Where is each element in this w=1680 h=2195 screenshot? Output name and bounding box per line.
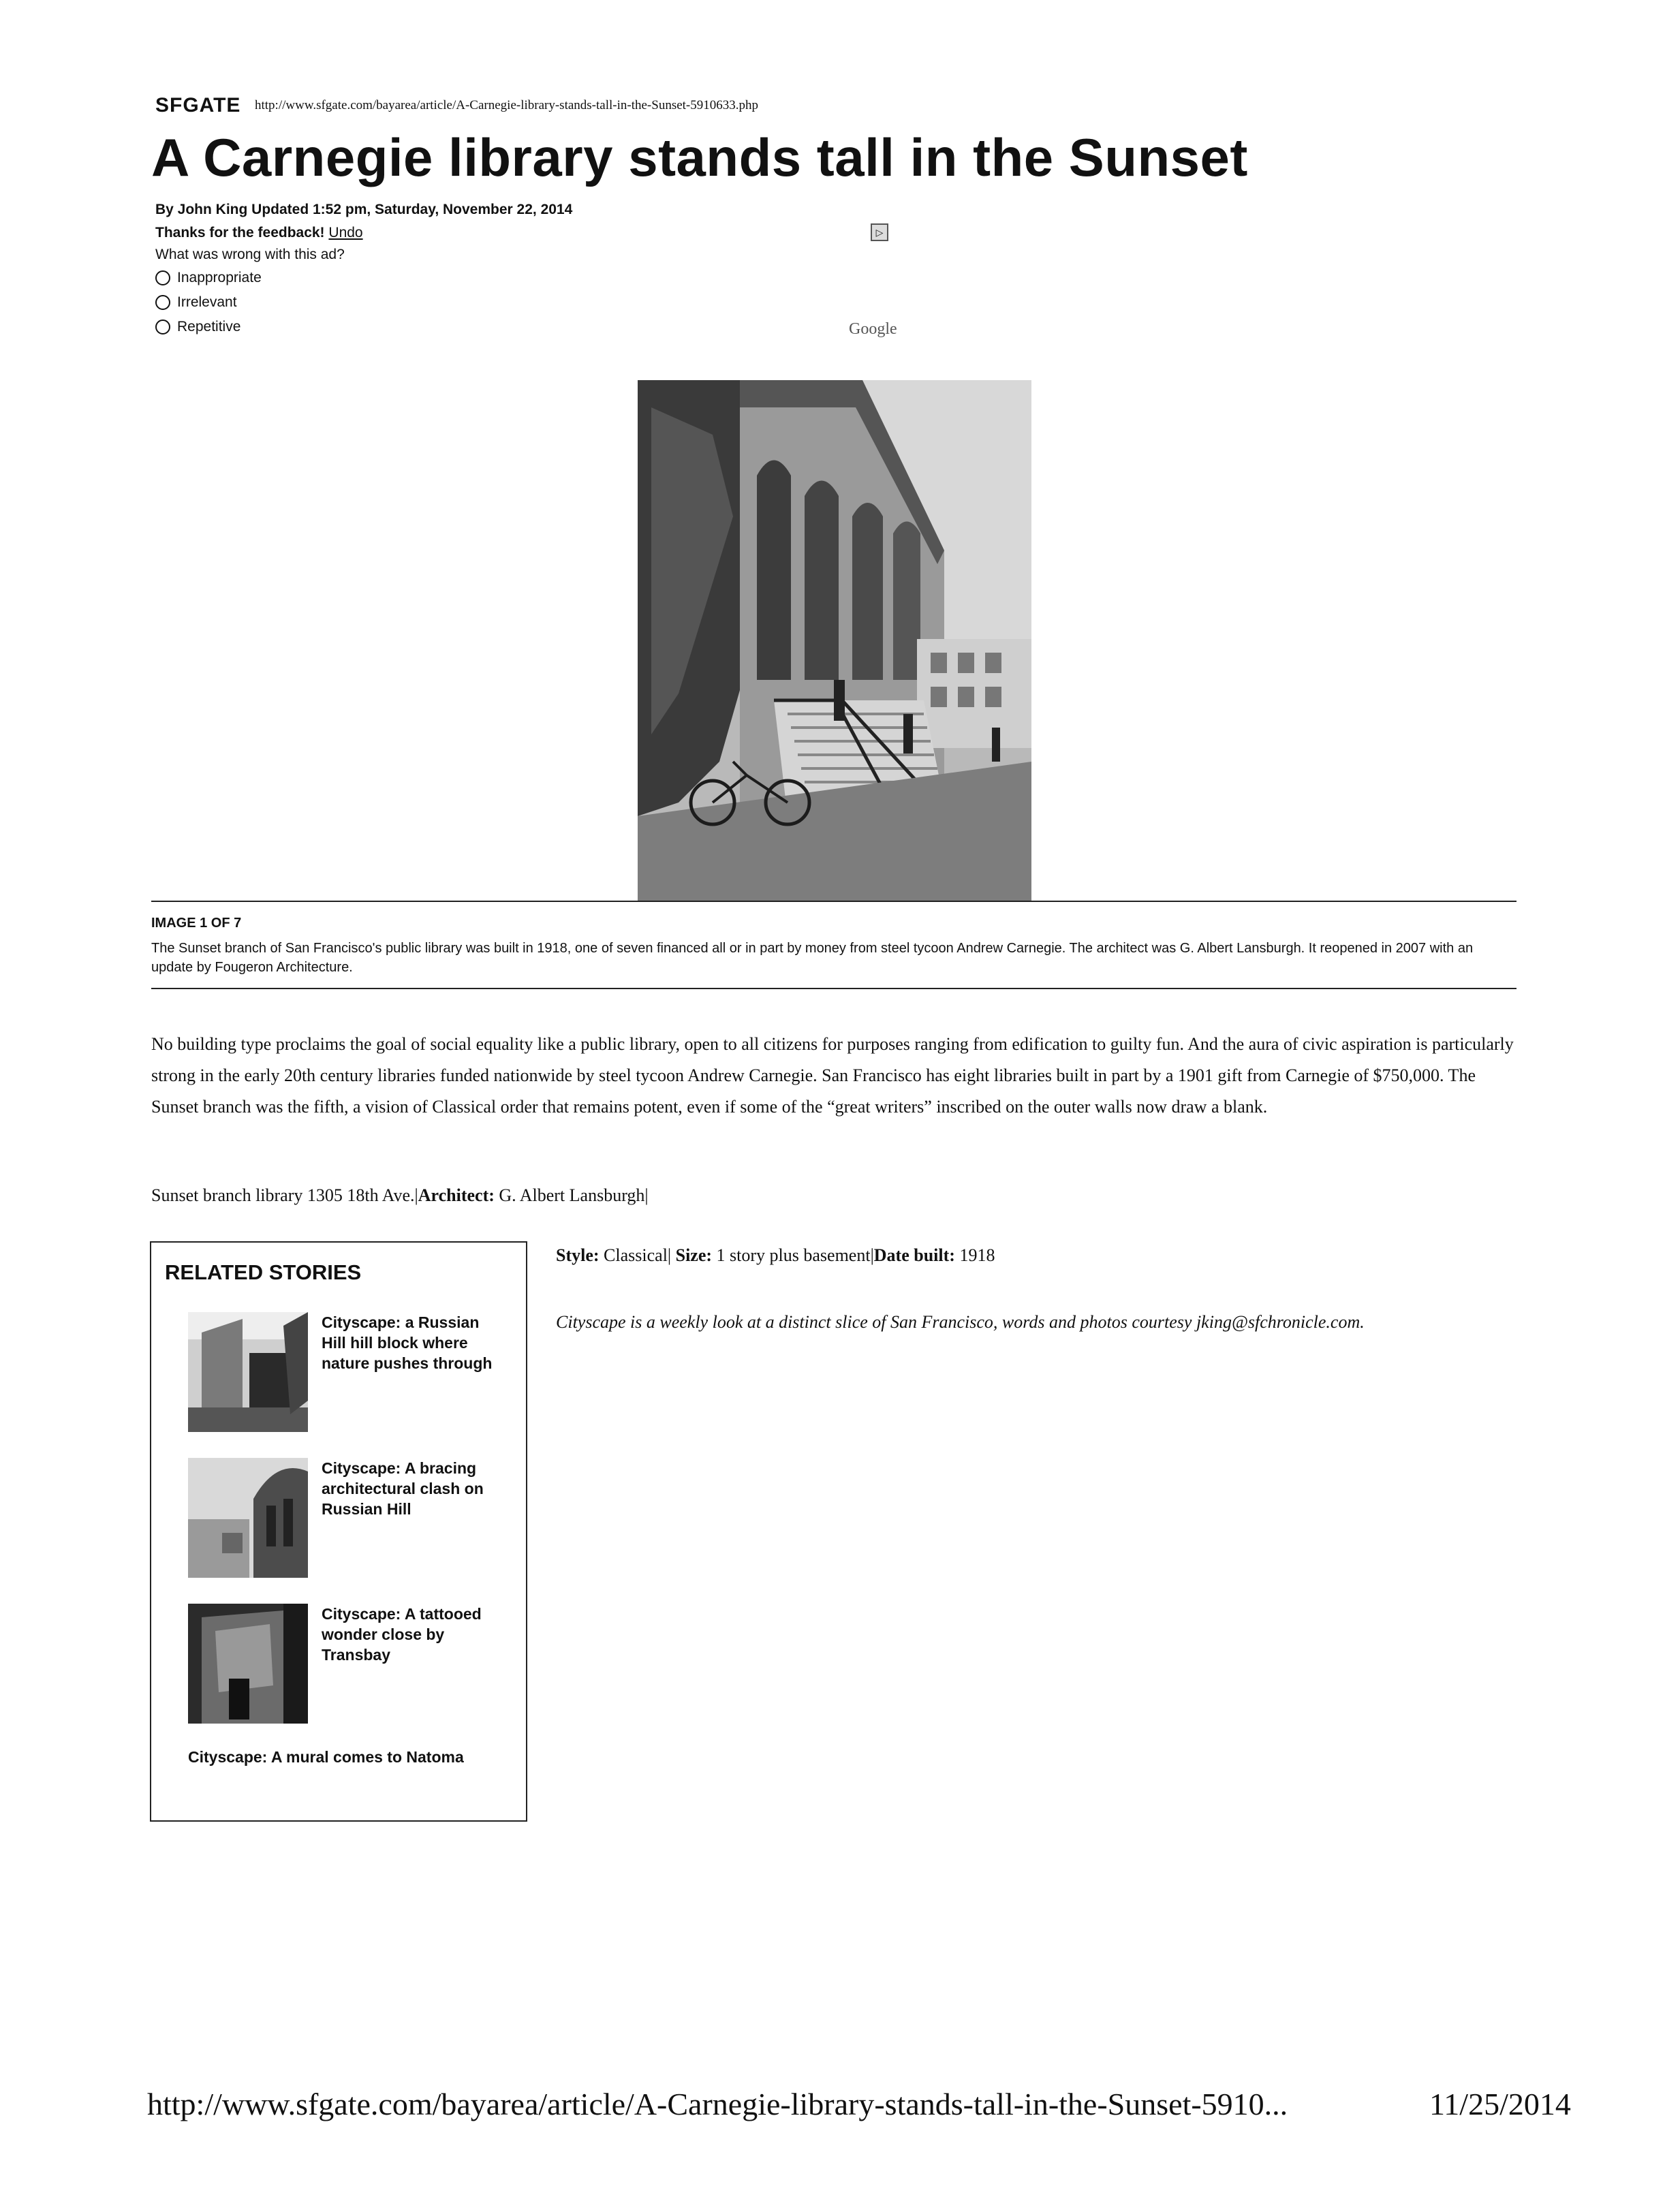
google-label: Google [849,320,897,338]
caption-top-rule [151,901,1516,902]
related-story-4[interactable]: Cityscape: A mural comes to Natoma [188,1748,464,1766]
story-title[interactable]: Cityscape: A tattooed wonder close by Transbay [322,1605,482,1664]
radio-label: Repetitive [177,319,241,334]
byline: By John King Updated 1:52 pm, Saturday, November 22, 2014 [155,202,573,217]
facts-line-details [556,1245,995,1266]
radio-button[interactable] [155,320,170,334]
image-caption: The Sunset branch of San Francisco's public library was built in 1918, one of seven financed all or in part by money from steel tycoon Andrew Carnegie. The architect was G. Albert Lansburgh. It reopened in 2007 with an update by Fougeron Architecture. [151,941,1474,975]
ad-feedback-thanks [155,225,363,241]
thumbnail-graphic [188,1604,308,1724]
radio-option-inappropriate[interactable] [155,270,262,286]
ad-choices-icon[interactable]: ▷ [871,223,888,241]
undo-link[interactable]: Undo [328,225,363,240]
story-thumbnail[interactable] [188,1458,308,1578]
architect-value: G. Albert Lansburgh| [494,1185,649,1205]
ad-feedback-thanks-text: Thanks for the feedback! [155,225,325,240]
library-photo[interactable] [638,380,1031,901]
story-title[interactable]: Cityscape: A bracing architectural clash on Russian Hill [322,1459,484,1518]
library-photo-graphic [638,380,1031,901]
radio-option-repetitive[interactable] [155,319,240,335]
thumbnail-graphic [188,1458,308,1578]
caption-bottom-rule [151,988,1516,989]
page-title: A Carnegie library stands tall in the Sunset [151,127,1248,187]
related-stories-box [150,1241,527,1822]
article-paragraph: No building type proclaims the goal of social equality like a public library, open to all citizens for purposes ranging from edification to guilty fun. And the aura of civic aspiration is particularly strong in the early 20th century libraries funded nationwide by steel tycoon Andrew Carnegie. San Francisco has eight libraries built in part by a 1901 gift from Carnegie of $750,000. The Sunset branch was the fifth, a vision of Classical order that remains potent, even if some of the “great writers” inscribed on the outer walls now draw a blank. [151,1034,1514,1117]
radio-button[interactable] [155,295,170,310]
story-title[interactable]: Cityscape: a Russian Hill hill block where nature pushes through [322,1313,493,1372]
footer-date: 11/25/2014 [1429,2087,1571,2121]
style-label: Style: [556,1245,600,1265]
style-value: Classical| [599,1245,676,1265]
facts-line-location [151,1185,649,1206]
radio-option-irrelevant[interactable] [155,294,237,311]
date-built-label: Date built: [873,1245,955,1265]
ad-feedback-question: What was wrong with this ad? [155,247,345,262]
thumbnail-graphic [188,1312,308,1432]
cityscape-note: Cityscape is a weekly look at a distinct slice of San Francisco, words and photos courtesy jking@sfchronicle.com. [556,1312,1365,1332]
story-thumbnail[interactable] [188,1604,308,1724]
radio-button[interactable] [155,270,170,285]
image-counter: IMAGE 1 OF 7 [151,916,242,931]
radio-label: Inappropriate [177,270,262,285]
size-label: Size: [675,1245,713,1265]
architect-label: Architect: [418,1185,495,1205]
size-value: 1 story plus basement| [712,1245,874,1265]
related-stories-title: RELATED STORIES [165,1260,362,1284]
page-url: http://www.sfgate.com/bayarea/article/A-Carnegie-library-stands-tall-in-the-Sunset-5910633.php [255,98,759,112]
footer-url: http://www.sfgate.com/bayarea/article/A-Carnegie-library-stands-tall-in-the-Sunset-5910... [147,2087,1288,2121]
location-text: Sunset branch library 1305 18th Ave.| [151,1185,418,1205]
brand-logo[interactable]: SFGATE [155,94,241,116]
radio-label: Irrelevant [177,294,237,310]
date-built-value: 1918 [954,1245,995,1265]
story-thumbnail[interactable] [188,1312,308,1432]
